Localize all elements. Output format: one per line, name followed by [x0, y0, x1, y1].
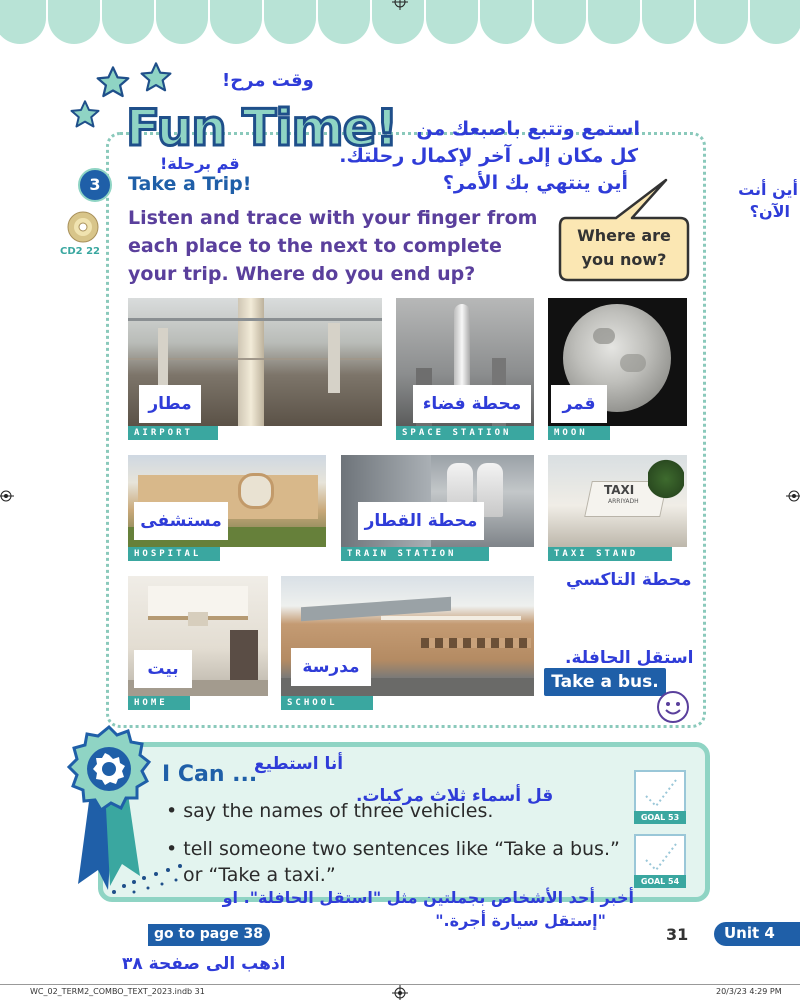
- bubble-line2: you now?: [581, 250, 667, 269]
- instruction-line2: each place to the next to complete: [128, 235, 502, 257]
- taxi-stand-photo: [548, 455, 687, 547]
- airport-tag: AIRPORT: [128, 426, 218, 440]
- fun-time-arabic: وقت مرح!: [222, 70, 314, 91]
- i-can-item2: [166, 838, 620, 860]
- instruction-arabic-line3: أين ينتهي بك الأمر؟: [442, 172, 628, 194]
- activity-title: Take a Trip!: [128, 173, 252, 195]
- taxi-sign-text: TAXI: [604, 483, 635, 497]
- goal-53-box: [634, 770, 686, 824]
- moon-tag: MOON: [548, 426, 610, 440]
- checkmark-icon: [640, 840, 680, 874]
- bubble-arabic-line2: الآن؟: [749, 202, 790, 221]
- school-arabic-label: مدرسة: [291, 648, 371, 686]
- bubble-arabic-line1: أين أنت: [738, 180, 798, 199]
- go-to-page-label: go to page 38: [154, 926, 264, 942]
- school-tag: SCHOOL: [281, 696, 373, 710]
- instruction-line1: Listen and trace with your finger from: [128, 207, 538, 229]
- hospital-tag: HOSPITAL: [128, 547, 220, 561]
- instruction-arabic-line2: كل مكان إلى آخر لإكمال رحلتك.: [339, 145, 638, 167]
- print-slug: WC_02_TERM2_COMBO_TEXT_2023.indb 31: [30, 987, 205, 996]
- bus-arabic: استقل الحافلة.: [565, 648, 694, 668]
- i-can-item2-text: tell someone two sentences like “Take a bus.”: [183, 838, 620, 860]
- go-to-page-arabic: اذهب الى صفحة ٣٨: [122, 954, 286, 974]
- registration-mark-icon: [392, 985, 408, 1000]
- i-can-item2-arabic-line2: "إستقل سيارة أجرة.": [435, 911, 606, 930]
- train-station-tag: TRAIN STATION: [341, 547, 489, 561]
- i-can-item2-arabic-line1: أخبر أحد الأشخاص بجملتين مثل "استقل الحافلة". او: [222, 888, 634, 907]
- go-to-page-button[interactable]: [148, 924, 270, 946]
- moon-arabic-label: قمر: [551, 385, 607, 423]
- bullet-dot: •: [166, 838, 184, 860]
- smiley-icon: [656, 690, 690, 724]
- bullet-dot: •: [166, 800, 184, 822]
- taxi-sign-subtext: ARRIYADH: [608, 498, 639, 505]
- registration-mark-icon: [392, 0, 408, 10]
- taxi-stand-arabic-label: محطة التاكسي: [566, 570, 692, 590]
- registration-mark-icon: [0, 488, 14, 504]
- space-station-tag: SPACE STATION: [396, 426, 534, 440]
- i-can-title: I Can ...: [162, 762, 258, 787]
- i-can-title-arabic: أنا استطيع: [254, 754, 344, 774]
- print-date: 20/3/23 4:29 PM: [716, 987, 782, 996]
- page-number: 31: [666, 925, 689, 944]
- cd-icon: [66, 210, 100, 244]
- goal-53-label: GOAL 53: [634, 811, 686, 824]
- activity-number-badge: 3: [78, 168, 112, 202]
- decorative-dots: [104, 852, 194, 902]
- take-a-bus-label: Take a bus.: [544, 668, 666, 696]
- taxi-stand-tag: TAXI STAND: [548, 547, 672, 561]
- goal-54-box: [634, 834, 686, 888]
- hospital-arabic-label: مستشفى: [134, 502, 228, 540]
- airport-arabic-label: مطار: [139, 385, 201, 423]
- home-arabic-label: بيت: [134, 650, 192, 688]
- train-station-arabic-label: محطة القطار: [358, 502, 484, 540]
- cd-track-label: CD2 22: [60, 246, 100, 257]
- bubble-line1: Where are: [577, 226, 671, 245]
- space-station-arabic-label: محطة فضاء: [413, 385, 531, 423]
- i-can-item2-continued: or “Take a taxi.”: [183, 864, 336, 886]
- unit-tab: [714, 922, 800, 946]
- unit-label: Unit 4: [724, 924, 775, 942]
- home-tag: HOME: [128, 696, 190, 710]
- fun-time-title: Fun Time!: [126, 99, 398, 157]
- registration-mark-icon: [786, 488, 800, 504]
- i-can-item1-arabic: قل أسماء ثلاث مركبات.: [356, 786, 554, 806]
- star-icon: [140, 62, 172, 94]
- goal-54-label: GOAL 54: [634, 875, 686, 888]
- activity-title-arabic: قم برحلة!: [160, 154, 240, 173]
- star-icon: [70, 100, 100, 130]
- checkmark-icon: [640, 776, 680, 810]
- instruction-arabic-line1: استمع وتتبع باصبعك من: [416, 118, 640, 140]
- instruction-line3: your trip. Where do you end up?: [128, 263, 476, 285]
- i-can-item1-text: say the names of three vehicles.: [183, 800, 494, 822]
- star-icon: [96, 66, 130, 100]
